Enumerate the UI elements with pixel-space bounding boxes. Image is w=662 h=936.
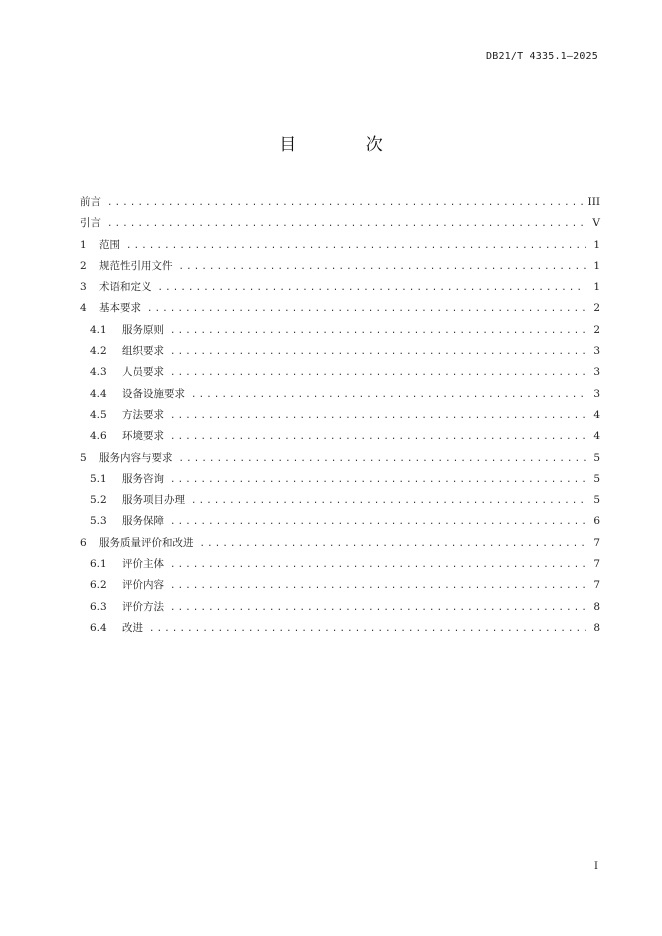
toc-entry-page: 4	[593, 408, 600, 421]
toc-leader-dots	[191, 491, 586, 512]
toc-entry-page: 8	[593, 621, 600, 634]
toc-leader-dots	[170, 406, 586, 427]
toc-entry-page: 1	[593, 281, 600, 294]
toc-leader-dots	[170, 342, 586, 363]
toc-entry-page: 7	[593, 558, 600, 571]
toc-entry-page: 7	[593, 536, 600, 549]
toc-leader-dots	[191, 385, 586, 406]
toc-entry-page: 6	[593, 515, 600, 528]
toc-entry-text: 服务项目办理	[122, 494, 185, 507]
toc-entry-page: 4	[593, 430, 600, 443]
toc-entry-page: 8	[593, 600, 600, 613]
toc-entry-6-3[interactable]	[80, 597, 600, 618]
toc-leader-dots	[200, 534, 587, 555]
toc-entry-text: 服务质量评价和改进	[99, 536, 194, 549]
toc-entry-4-2[interactable]	[80, 341, 600, 362]
toc-entry-page: 2	[593, 302, 600, 315]
toc-entry-text: 前言	[80, 196, 101, 208]
toc-entry-page: 3	[593, 345, 600, 358]
toc-entry-number: 2	[80, 259, 87, 272]
toc-entry-4-3[interactable]	[80, 362, 600, 383]
toc-entry-4[interactable]	[80, 298, 600, 319]
toc-entry-page: 3	[593, 366, 600, 379]
toc-entry-text: 评价主体	[122, 558, 164, 571]
toc-leader-dots	[170, 576, 586, 597]
toc-entry-5[interactable]	[80, 448, 600, 469]
toc-entry-page: 1	[593, 238, 600, 251]
toc-leader-dots	[170, 321, 586, 342]
toc-entry-6-1[interactable]	[80, 554, 600, 575]
toc-entry-1[interactable]	[80, 235, 600, 256]
toc-leader-dots	[126, 236, 586, 257]
toc-entry-page: 5	[593, 472, 600, 485]
toc-entry-text: 范围	[99, 238, 120, 251]
toc-entry-text: 服务保障	[122, 515, 164, 528]
toc-leader-dots	[170, 363, 586, 384]
toc-leader-dots	[147, 299, 586, 320]
toc-entry-text: 术语和定义	[99, 281, 152, 294]
toc-entry-page: V	[592, 217, 600, 230]
toc-entry-number: 5.2	[90, 494, 107, 507]
toc-entry-introduction[interactable]	[80, 213, 600, 234]
toc-entry-number: 6.4	[90, 621, 107, 634]
page-number: I	[594, 861, 598, 872]
toc-entry-page: 1	[593, 259, 600, 272]
toc-entry-page: III	[587, 196, 600, 208]
toc-entry-page: 5	[593, 451, 600, 464]
toc-entry-text: 评价方法	[122, 600, 164, 613]
toc-entry-6[interactable]	[80, 533, 600, 554]
toc-leader-dots	[179, 449, 587, 470]
toc-entry-page: 5	[593, 494, 600, 507]
toc-entry-text: 引言	[80, 217, 101, 230]
toc-entry-4-4[interactable]	[80, 384, 600, 405]
toc-entry-text: 组织要求	[122, 345, 164, 358]
toc-entry-page: 2	[593, 323, 600, 336]
toc-leader-dots	[170, 555, 586, 576]
document-code: DB21/T 4335.1—2025	[486, 51, 598, 62]
toc-entry-page: 7	[593, 579, 600, 592]
toc-entry-4-6[interactable]	[80, 426, 600, 447]
toc-entry-number: 4.2	[90, 345, 107, 358]
toc-leader-dots	[149, 619, 586, 640]
toc-leader-dots	[170, 470, 586, 491]
toc-entry-4-1[interactable]	[80, 320, 600, 341]
toc-entry-5-2[interactable]	[80, 490, 600, 511]
toc-entry-page: 3	[593, 387, 600, 400]
toc-leader-dots	[170, 427, 586, 448]
toc-entry-number: 6.1	[90, 558, 107, 571]
toc-entry-3[interactable]	[80, 277, 600, 298]
toc-entry-number: 6	[80, 536, 87, 549]
toc-entry-6-4[interactable]	[80, 618, 600, 639]
toc-entry-number: 1	[80, 238, 87, 251]
toc-entry-number: 5.3	[90, 515, 107, 528]
toc-entry-number: 4.6	[90, 430, 107, 443]
toc-title: 目 次	[279, 135, 415, 155]
toc-entry-number: 3	[80, 281, 87, 294]
toc-entry-text: 评价内容	[122, 579, 164, 592]
toc-entry-number: 4.4	[90, 387, 107, 400]
toc-entry-2[interactable]	[80, 256, 600, 277]
toc-entry-number: 4.3	[90, 366, 107, 379]
toc-entry-number: 4.1	[90, 323, 107, 336]
toc-entry-6-2[interactable]	[80, 575, 600, 596]
toc-entry-text: 人员要求	[122, 366, 164, 379]
toc-entry-number: 6.2	[90, 579, 107, 592]
toc-entry-text: 服务内容与要求	[99, 451, 173, 464]
toc-leader-dots	[179, 257, 587, 278]
toc-entry-number: 6.3	[90, 600, 107, 613]
toc-entry-5-1[interactable]	[80, 469, 600, 490]
toc-entry-number: 4	[80, 302, 87, 315]
toc-entry-number: 4.5	[90, 408, 107, 421]
toc-leader-dots	[170, 512, 586, 533]
toc-leader-dots	[107, 193, 584, 214]
toc-entry-text: 改进	[122, 621, 143, 634]
toc-entry-text: 基本要求	[99, 302, 141, 315]
toc-entry-text: 服务咨询	[122, 472, 164, 485]
toc-leader-dots	[158, 278, 587, 299]
toc-entry-text: 方法要求	[122, 408, 164, 421]
toc-entry-text: 环境要求	[122, 430, 164, 443]
toc-entry-text: 规范性引用文件	[99, 259, 173, 272]
toc-entry-text: 设备设施要求	[122, 387, 185, 400]
table-of-contents	[80, 192, 600, 639]
toc-leader-dots	[107, 214, 586, 235]
toc-entry-number: 5	[80, 451, 87, 464]
toc-leader-dots	[170, 598, 586, 619]
toc-entry-text: 服务原则	[122, 323, 164, 336]
toc-entry-number: 5.1	[90, 472, 107, 485]
toc-entry-4-5[interactable]	[80, 405, 600, 426]
toc-entry-5-3[interactable]	[80, 511, 600, 532]
toc-entry-foreword[interactable]	[80, 192, 600, 213]
